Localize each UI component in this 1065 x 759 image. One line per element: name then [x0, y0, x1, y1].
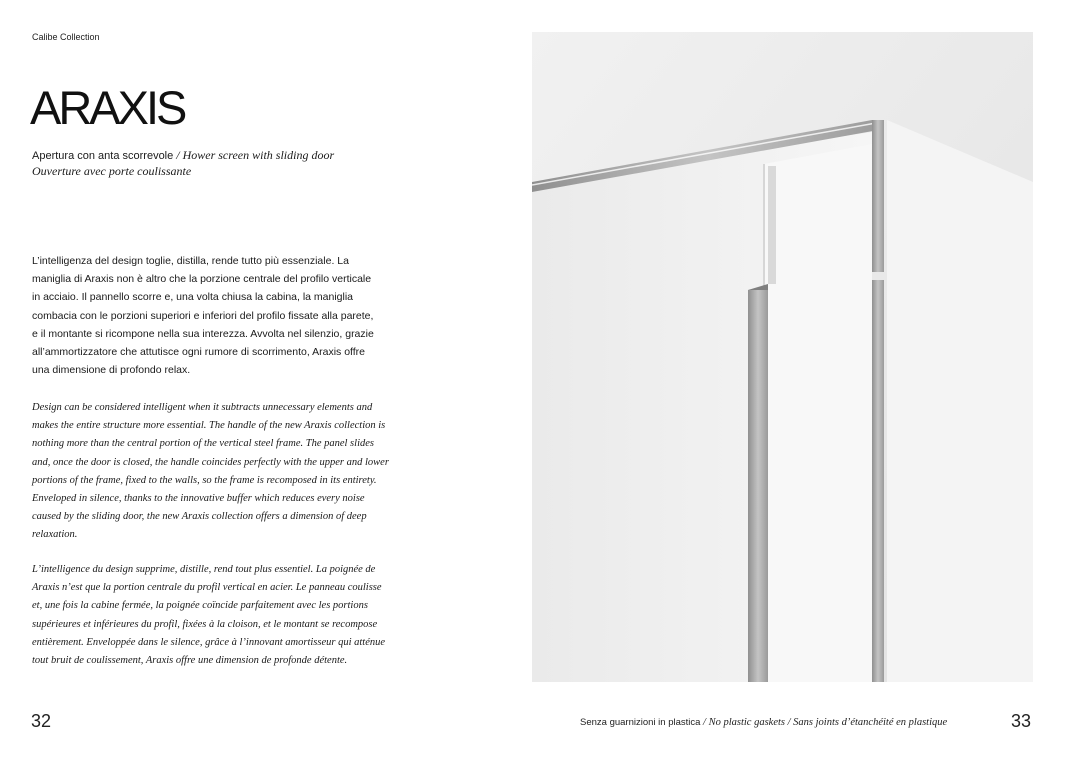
subtitle-french: Ouverture avec porte coulissante	[32, 164, 192, 178]
product-subtitle	[32, 148, 372, 180]
caption-separator-1: /	[700, 717, 709, 728]
page-number-right: 33	[1011, 711, 1032, 731]
subtitle-italian: Apertura con anta scorrevole	[32, 150, 174, 162]
caption-italian: Senza guarnizioni in plastica	[580, 717, 701, 728]
subtitle-english: Hower screen with sliding door	[182, 148, 335, 162]
description-italian: L’intelligenza del design toglie, distilla, rende tutto più essenziale. La maniglia di Araxis non è altro che la porzione centrale del profilo verticale in acciaio. Il pannello scorre e, una volta chiusa la cabina, la maniglia combacia con le porzioni superiori e inferiori del profilo fissate alla parete, e il montante si ricompone nella sua interezza. Avvolta nel silenzio, grazie all’ammortizzatore che attutisce ogni rumore di scorrimento, Araxis offre una dimensione di profondo relax.	[32, 255, 374, 377]
page-number-left: 32	[31, 711, 52, 731]
caption-french: Sans joints d’étanchéité en plastique	[793, 717, 948, 728]
photo-caption	[580, 717, 947, 728]
collection-header: Calibe Collection	[32, 32, 100, 42]
caption-english: No plastic gaskets	[708, 717, 785, 728]
product-title: ARAXIS	[30, 81, 185, 134]
description-french: L’intelligence du design supprime, distille, rend tout plus essentiel. La poignée de Araxis n’est que la portion centrale du profil vertical en acier. Le panneau coulisse et, une fois la cabine fermée, la poignée coïncide parfaitement avec les portions supérieures et inférieures du profil, fixées à la cloison, et le montant se recompose entièrement. Enveloppée dans le silence, grâce à l’innovant amortisseur qui atténue tout bruit de coulissement, Araxis offre une dimension de profonde détente.	[32, 564, 386, 667]
product-photo	[532, 32, 1033, 682]
subtitle-separator: /	[173, 148, 183, 162]
description-english: Design can be considered intelligent when it subtracts unnecessary elements and makes the entire structure more essential. The handle of the new Araxis collection is nothing more than the central portion of the vertical steel frame. The panel slides and, once the door is closed, the handle coincides perfectly with the upper and lower portions of the frame, fixed to the walls, so the frame is recomposed in its entirety. Enveloped in silence, thanks to the innovative buffer which reduces every noise caused by the sliding door, the new Araxis collection offers a dimension of deep relaxation.	[32, 402, 389, 541]
caption-separator-2: /	[785, 717, 794, 728]
